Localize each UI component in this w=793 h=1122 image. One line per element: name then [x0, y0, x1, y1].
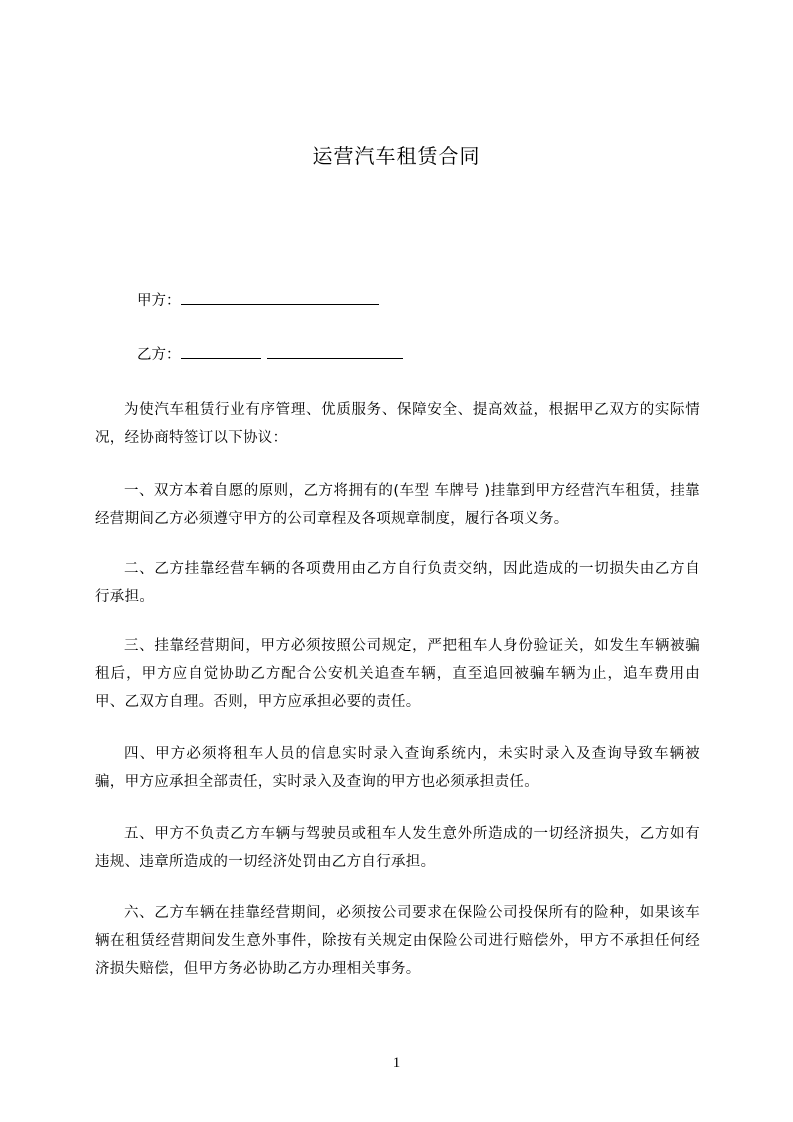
document-title: 运营汽车租赁合同: [312, 144, 481, 168]
party-a-line: [137, 290, 379, 311]
clause-3: 三、挂靠经营期间，甲方必须按照公司规定，严把租车人身份验证关，如发生车辆被骗租后，甲方应自觉协助乙方配合公安机关追查车辆，直至追回被骗车辆为止，追车费用由甲、乙双方自理。否则，甲方应承担必要的责任。: [95, 638, 700, 710]
party-b-label: 乙方：: [137, 347, 181, 363]
clause-4: 四、甲方必须将租车人员的信息实时录入查询系统内，未实时录入及查询导致车辆被骗，甲方应承担全部责任，实时录入及查询的甲方也必须承担责任。: [95, 746, 700, 790]
clause-1: 一、双方本着自愿的原则，乙方将拥有的(车型 车牌号 )挂靠到甲方经营汽车租赁，挂靠经营期间乙方必须遵守甲方的公司章程及各项规章制度，履行各项义务。: [95, 483, 700, 527]
party-b-blank-2[interactable]: [267, 344, 403, 359]
page-number: 1: [392, 1055, 401, 1071]
party-a-label: 甲方：: [137, 293, 181, 309]
clause-6: 六、乙方车辆在挂靠经营期间，必须按公司要求在保险公司投保所有的险种，如果该车辆在租赁经营期间发生意外事件，除按有关规定由保险公司进行赔偿外，甲方不承担任何经济损失赔偿，但甲方务必协助乙方办理相关事务。: [95, 905, 700, 977]
clause-5: 五、甲方不负责乙方车辆与驾驶员或租车人发生意外所造成的一切经济损失，乙方如有违规、违章所造成的一切经济处罚由乙方自行承担。: [95, 826, 700, 870]
intro-paragraph: 为使汽车租赁行业有序管理、优质服务、保障安全、提高效益，根据甲乙双方的实际情况，经协商特签订以下协议：: [95, 402, 700, 446]
party-b-blank-1[interactable]: [181, 344, 261, 359]
clause-2: 二、乙方挂靠经营车辆的各项费用由乙方自行负责交纳，因此造成的一切损失由乙方自行承担。: [95, 561, 700, 605]
party-b-line: [137, 344, 403, 365]
party-a-blank[interactable]: [181, 290, 379, 305]
